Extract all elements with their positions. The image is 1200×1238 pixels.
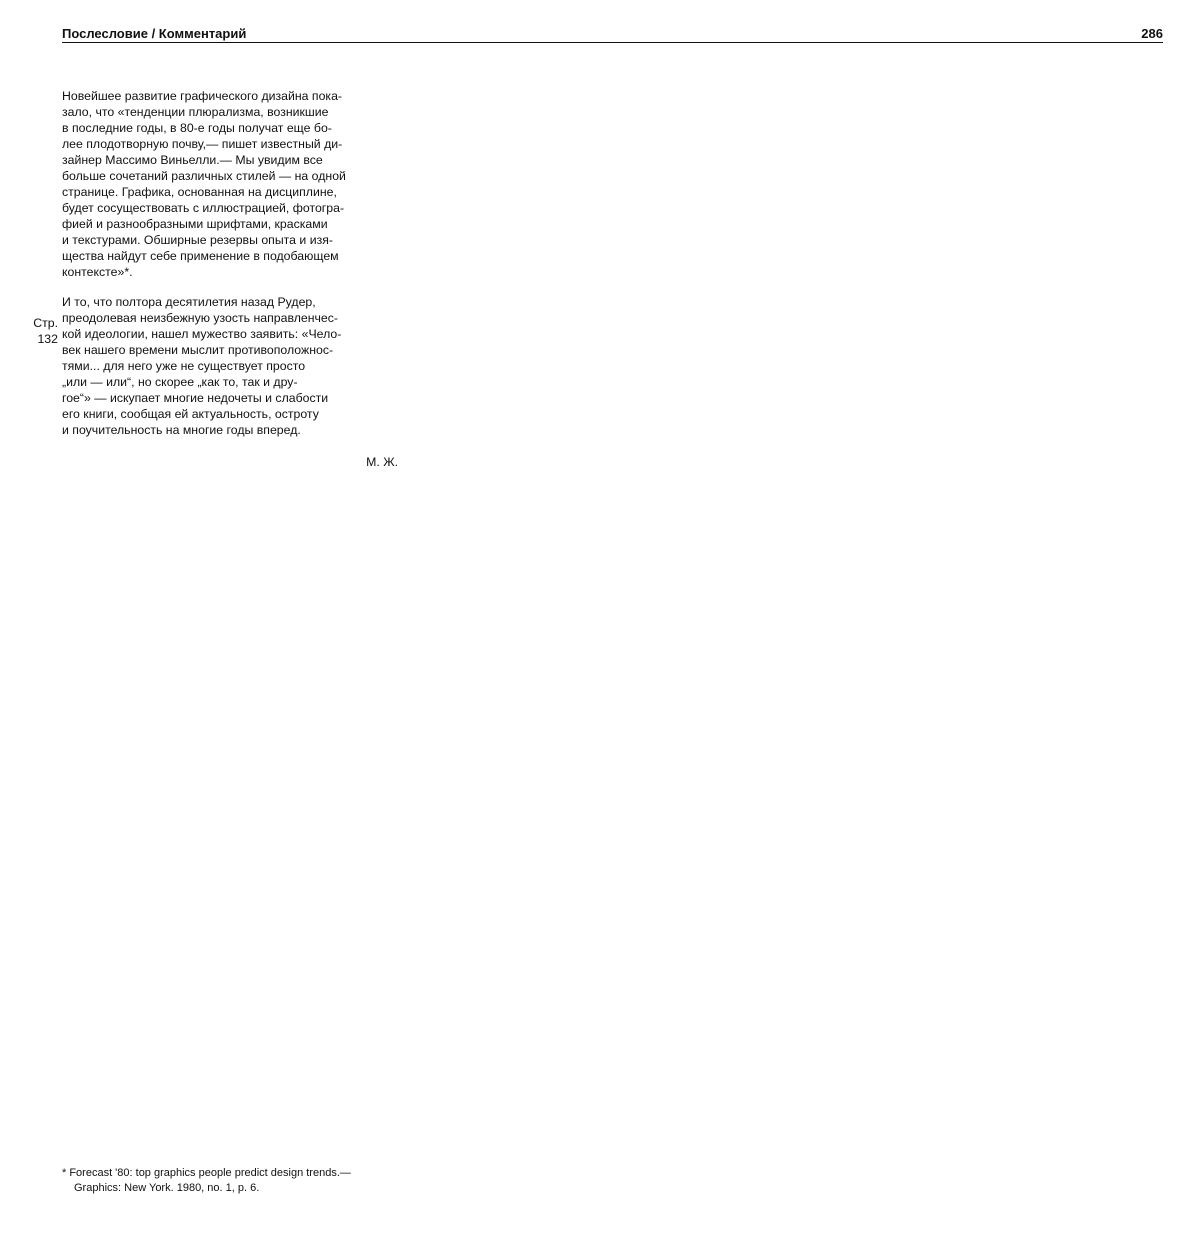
text-line: щества найдут себе применение в подобающем bbox=[62, 249, 339, 263]
paragraph-1 bbox=[62, 88, 398, 280]
text-line: зало, что «тенденции плюрализма, возникшие bbox=[62, 105, 329, 119]
footnote-line: * Forecast '80: top graphics people predict design trends.— bbox=[62, 1167, 351, 1179]
author-signature: М. Ж. bbox=[366, 455, 398, 469]
text-line: и текстурами. Обширные резервы опыта и изя- bbox=[62, 233, 333, 247]
margin-note-number: 132 bbox=[37, 332, 58, 346]
text-line: Новейшее развитие графического дизайна пока- bbox=[62, 89, 343, 103]
text-line: фией и разнообразными шрифтами, красками bbox=[62, 217, 328, 231]
text-line: гое“» — искупает многие недочеты и слабости bbox=[62, 391, 329, 405]
text-line: И то, что полтора десятилетия назад Рудер, bbox=[62, 295, 316, 309]
text-line: кой идеологии, нашел мужество заявить: «Чело- bbox=[62, 327, 342, 341]
page-number: 286 bbox=[1141, 26, 1163, 41]
text-line: зайнер Массимо Виньелли.— Мы увидим все bbox=[62, 153, 323, 167]
text-line: его книги, сообщая ей актуальность, остроту bbox=[62, 407, 319, 421]
page-header bbox=[62, 26, 1163, 43]
text-line: век нашего времени мыслит противоположнос- bbox=[62, 343, 334, 357]
text-line: в последние годы, в 80-е годы получат еще бо- bbox=[62, 121, 332, 135]
text-line: больше сочетаний различных стилей — на одной bbox=[62, 169, 346, 183]
margin-page-reference bbox=[28, 315, 58, 347]
text-line: лее плодотворную почву,— пишет известный ди- bbox=[62, 137, 343, 151]
text-line: преодолевая неизбежную узость направленчес- bbox=[62, 311, 338, 325]
text-line: „или — или“, но скорее „как то, так и дру- bbox=[62, 375, 298, 389]
footnote bbox=[62, 1166, 402, 1196]
text-column bbox=[62, 88, 398, 470]
text-line: странице. Графика, основанная на дисциплине, bbox=[62, 185, 337, 199]
paragraph-2 bbox=[62, 294, 398, 438]
running-head: Послесловие / Комментарий bbox=[62, 26, 247, 41]
text-line: тями... для него уже не существует просто bbox=[62, 359, 306, 373]
margin-note-label: Стр. bbox=[33, 316, 58, 330]
text-line: контексте»*. bbox=[62, 265, 133, 279]
text-line: и поучительность на многие годы вперед. bbox=[62, 423, 301, 437]
text-line: будет сосуществовать с иллюстрацией, фотогра- bbox=[62, 201, 345, 215]
footnote-line: Graphics: New York. 1980, no. 1, p. 6. bbox=[74, 1182, 260, 1194]
